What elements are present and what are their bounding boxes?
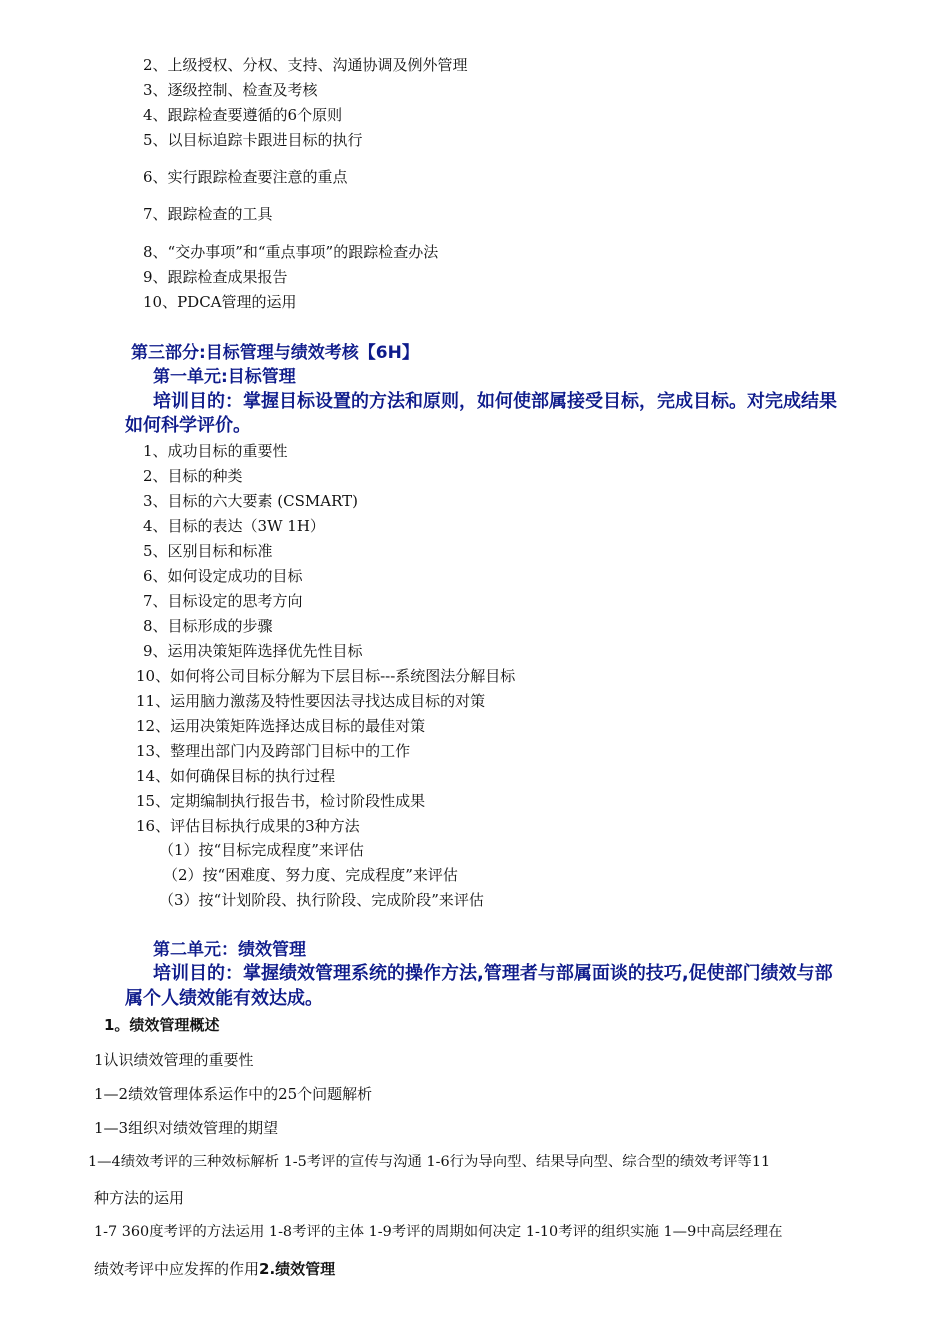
- list-item: 11、运用脑力激荡及特性要因法寻找达成目标的对策: [136, 692, 486, 710]
- training-purpose: 培训目的：掌握目标设置的方法和原则，如何使部属接受目标，完成目标。对完成结果: [153, 391, 837, 412]
- paragraph-text: 绩效考评中应发挥的作用: [94, 1260, 260, 1278]
- list-item: 2、上级授权、分权、支持、沟通协调及例外管理: [143, 56, 468, 74]
- list-item: 6、实行跟踪检查要注意的重点: [143, 168, 348, 186]
- list-item: 6、如何设定成功的目标: [143, 567, 303, 585]
- unit-heading: 第二单元：绩效管理: [153, 940, 306, 960]
- list-item: 7、跟踪检查的工具: [143, 205, 273, 223]
- sub-list-item: （2）按“困难度、努力度、完成程度”来评估: [163, 866, 458, 884]
- list-item: 3、逐级控制、检查及考核: [143, 81, 318, 99]
- list-item: 5、区别目标和标准: [143, 542, 273, 560]
- sub-list-item: （3）按“计划阶段、执行阶段、完成阶段”来评估: [159, 891, 484, 909]
- paragraph-line: 1-7 360度考评的方法运用 1-8考评的主体 1-9考评的周期如何决定 1-10考评的组织实施 1—9中高层经理在: [94, 1224, 783, 1240]
- list-item: 4、跟踪检查要遵循的6个原则: [143, 106, 343, 124]
- paragraph-line: 种方法的运用: [94, 1189, 185, 1207]
- list-item: 9、运用决策矩阵选择优先性目标: [143, 642, 363, 660]
- unit-heading: 第一单元:目标管理: [153, 367, 296, 387]
- list-item: 14、如何确保目标的执行过程: [136, 767, 336, 785]
- training-purpose-continued: 如何科学评价。: [125, 415, 251, 436]
- list-item: 8、“交办事项”和“重点事项”的跟踪检查办法: [143, 243, 439, 261]
- list-item: 8、目标形成的步骤: [143, 617, 273, 635]
- list-item: 3、目标的六大要素 (CSMART): [143, 492, 358, 510]
- paragraph-line: 1—4绩效考评的三种效标解析 1-5考评的宣传与沟通 1-6行为导向型、结果导向型、综合型的绩效考评等11: [88, 1154, 771, 1170]
- list-item: 10、如何将公司目标分解为下层目标---系统图法分解目标: [136, 667, 516, 685]
- list-item: 1—2绩效管理体系运作中的25个问题解析: [94, 1085, 373, 1103]
- list-item: 15、定期编制执行报告书，检讨阶段性成果: [136, 792, 426, 810]
- paragraph-line: [94, 1259, 335, 1279]
- list-item: 4、目标的表达（3W 1H）: [143, 517, 325, 535]
- list-item: 1认识绩效管理的重要性: [94, 1051, 254, 1069]
- list-item: 5、以目标追踪卡跟进目标的执行: [143, 131, 363, 149]
- list-item: 12、运用决策矩阵选择达成目标的最佳对策: [136, 717, 426, 735]
- training-purpose: 培训目的：掌握绩效管理系统的操作方法,管理者与部属面谈的技巧,促使部门绩效与部: [153, 963, 833, 984]
- section-title-inline: 2.绩效管理: [259, 1260, 336, 1278]
- part-heading: 第三部分:目标管理与绩效考核【6H】: [131, 343, 419, 363]
- list-item: 10、PDCA管理的运用: [143, 293, 297, 311]
- sub-list-item: （1）按“目标完成程度”来评估: [159, 841, 364, 859]
- training-purpose-continued: 属个人绩效能有效达成。: [125, 988, 323, 1009]
- list-item: 16、评估目标执行成果的3种方法: [136, 817, 360, 835]
- list-item: 1、成功目标的重要性: [143, 442, 288, 460]
- list-item: 13、整理出部门内及跨部门目标中的工作: [136, 742, 411, 760]
- list-item: 1—3组织对绩效管理的期望: [94, 1119, 279, 1137]
- list-item: 9、跟踪检查成果报告: [143, 268, 288, 286]
- list-item: 7、目标设定的思考方向: [143, 592, 303, 610]
- section-title: 1。绩效管理概述: [104, 1016, 220, 1034]
- list-item: 2、目标的种类: [143, 467, 243, 485]
